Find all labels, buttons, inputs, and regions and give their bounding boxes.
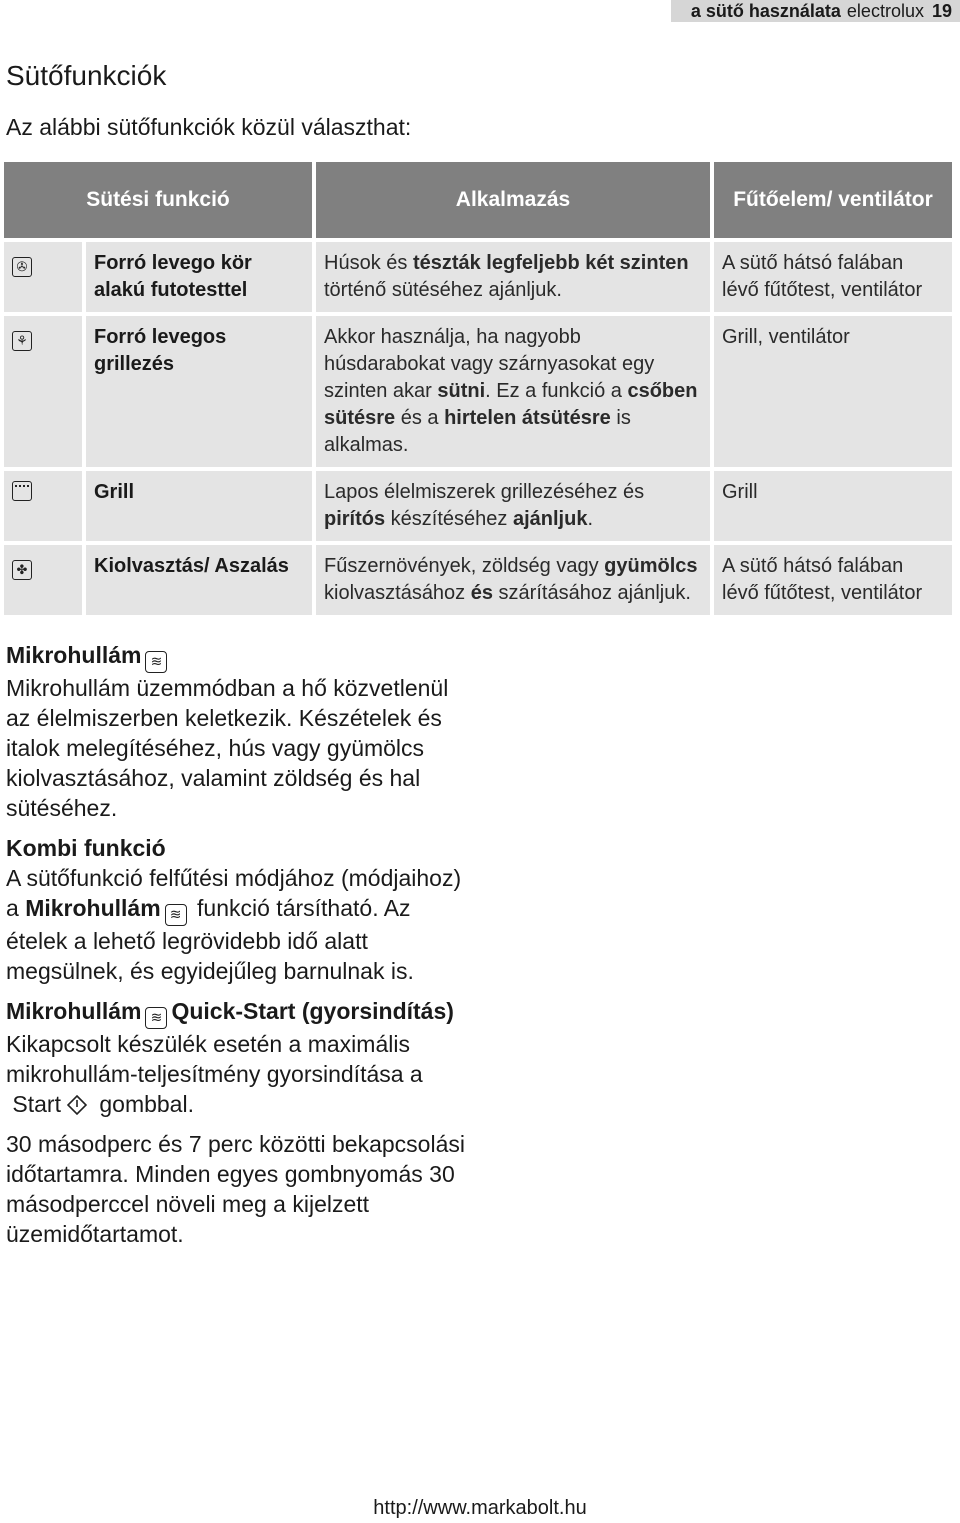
functions-table: [0, 158, 956, 619]
intro-text: Az alábbi sütőfunkciók közül választhat:: [6, 114, 412, 140]
application-text-part: csőben sütésre: [324, 380, 698, 429]
microwave-section: [6, 640, 476, 823]
table-row: [4, 242, 952, 312]
fan-grill-icon: ⚘: [12, 331, 32, 351]
quickstart-heading: [6, 996, 476, 1029]
function-application: [316, 242, 710, 312]
page-number: 19: [931, 0, 952, 21]
quickstart-heading-b: Quick-Start (gyorsindítás): [171, 998, 454, 1024]
function-icon-cell: [4, 471, 82, 541]
application-text-part: hirtelen átsütésre: [444, 407, 611, 429]
function-application: [316, 545, 710, 615]
quickstart-text-2: 30 másodperc és 7 perc közötti bekapcsolási időtartamra. Minden egyes gombnyomás 30 másodperccel növeli meg a kijelzett üzemidőtartamot.: [6, 1131, 465, 1247]
microwave-heading: [6, 640, 476, 673]
footer-url: http://www.markabolt.hu: [373, 1497, 587, 1519]
microwave-icon: ≋: [145, 1007, 167, 1029]
combi-heading: Kombi funkció: [6, 835, 166, 861]
application-text-part: pirítós: [324, 508, 386, 530]
page-title: Sütőfunkciók: [6, 60, 167, 91]
application-text-part: tészták legfeljebb két szinten: [412, 252, 689, 274]
fan-with-ring-heater-icon: ✇: [12, 257, 32, 277]
quickstart-text-a: Kikapcsolt készülék esetén a maximális mikrohullám-teljesítmény gyorsindítása a: [6, 1031, 423, 1087]
application-text-part: Lapos élelmiszerek grillezéséhez és: [324, 481, 645, 503]
start-icon: [67, 1095, 87, 1115]
running-header: [671, 0, 960, 22]
fan-icon: ✤: [12, 560, 32, 580]
table-row: [4, 316, 952, 467]
combi-bold: Mikrohullám: [25, 895, 161, 921]
quickstart-section: [6, 996, 476, 1249]
table-row: [4, 471, 952, 541]
quickstart-heading-a: Mikrohullám: [6, 998, 142, 1024]
function-name: Forró levego kör alakú futotesttel: [86, 242, 312, 312]
combi-text-b: funkció társítható. Az ételek a lehető legrövidebb idő alatt megsülnek, és egyidejűleg barnulnak is.: [6, 895, 414, 984]
function-icon-cell: [4, 545, 82, 615]
function-icon-cell: [4, 242, 82, 312]
application-text-part: és: [470, 582, 493, 604]
table-row: [4, 545, 952, 615]
function-application: [316, 316, 710, 467]
section-label: a sütő használata: [690, 0, 841, 21]
header-application: Alkalmazás: [316, 162, 710, 238]
function-application: [316, 471, 710, 541]
microwave-icon: ≋: [165, 904, 187, 926]
application-text-part: kiolvasztásához: [324, 582, 471, 604]
application-text-part: . Ez a funkció a: [485, 380, 628, 402]
microwave-heading-text: Mikrohullám: [6, 642, 142, 668]
application-text-part: gyümölcs: [604, 555, 698, 577]
combi-text: [6, 863, 476, 986]
function-name: Forró levegos grillezés: [86, 316, 312, 467]
application-text-part: Húsok és: [324, 252, 413, 274]
header-function: Sütési funkció: [4, 162, 312, 238]
microwave-icon: ≋: [145, 651, 167, 673]
application-text-part: ajánljuk: [512, 508, 588, 530]
function-heating: A sütő hátsó falában lévő fűtőtest, ventilátor: [714, 545, 952, 615]
start-label: Start: [12, 1091, 61, 1117]
body-text: [6, 640, 476, 1259]
application-text-part: is alkalmas.: [324, 407, 631, 456]
function-icon-cell: [4, 316, 82, 467]
header-heating: Fűtőelem/ ventilátor: [714, 162, 952, 238]
application-text-part: .: [587, 508, 594, 530]
function-name: Grill: [86, 471, 312, 541]
grill-icon: [12, 481, 32, 501]
quickstart-text: [6, 1029, 476, 1119]
function-heating: A sütő hátsó falában lévő fűtőtest, ventilátor: [714, 242, 952, 312]
function-heating: Grill: [714, 471, 952, 541]
application-text-part: történő sütéséhez ajánljuk.: [324, 279, 562, 301]
page-header: [0, 0, 960, 22]
function-heating: Grill, ventilátor: [714, 316, 952, 467]
combi-text-a: A sütőfunkció felfűtési módjához (módjaihoz) a: [6, 865, 462, 921]
quickstart-text-b: gombbal.: [92, 1091, 194, 1117]
microwave-text: Mikrohullám üzemmódban a hő közvetlenül az élelmiszerben keletkezik. Készételek és italok melegítéséhez, hús vagy gyümölcs kiolvasztásához, valamint zöldség és hal sütéséhez.: [6, 675, 449, 821]
application-text-part: készítéséhez: [385, 508, 513, 530]
application-text-part: Akkor használja, ha nagyobb húsdarabokat vagy szárnyasokat egy szinten akar: [324, 326, 655, 402]
combi-section: [6, 833, 476, 986]
table-header-row: [4, 162, 952, 238]
application-text-part: sütni: [437, 380, 486, 402]
application-text-part: Fűszernövények, zöldség vagy: [324, 555, 605, 577]
brand-name: electrolux: [846, 0, 924, 21]
function-name: Kiolvasztás/ Aszalás: [86, 545, 312, 615]
application-text-part: és a: [395, 407, 445, 429]
application-text-part: szárításához ajánljuk.: [493, 582, 691, 604]
